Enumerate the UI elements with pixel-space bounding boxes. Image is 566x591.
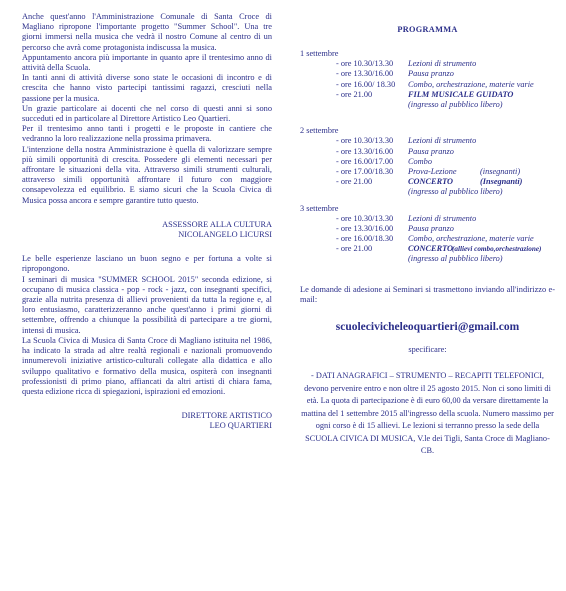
activity: Prova-Lezione (408, 166, 457, 176)
time: - ore 10.30/13.30 (336, 213, 394, 223)
intro-text (22, 12, 272, 206)
registration-details: - DATI ANAGRAFICI – STRUMENTO – RECAPITI TELEFONICI, devono pervenire entro e non oltre il 25 agosto 2015. Non ci sono limiti di età. La quota di partecipazione è di euro 60,00 da versare direttamente la mattina del 1 settembre 2015 all'ingresso della scuola. Numero massimo per ogni corso è di 15 allievi. Le lezioni si terranno presso la sede della SCUOLA CIVICA DI MUSICA, V.le dei Tigli, Santa Croce di Magliano-CB. (301, 371, 554, 456)
activity: Lezioni di strumento (408, 59, 477, 69)
school-text (22, 254, 272, 397)
day-note: (ingresso al pubblico libero) (408, 99, 503, 109)
schedule-row (300, 157, 555, 167)
schedule-row (300, 80, 555, 90)
time: - ore 16.00/17.00 (336, 156, 394, 166)
activity: Combo (408, 156, 432, 166)
specify-label: specificare: (408, 345, 447, 355)
time: - ore 13.30/16.00 (336, 69, 394, 79)
paragraph: Per il trentesimo anno tanti i progetti e le proposte in cantiere che vedranno la loro realizzazione nella prossima primavera. (22, 124, 272, 144)
time: - ore 21.00 (336, 177, 373, 187)
activity: Pausa pranzo (408, 223, 454, 233)
time: - ore 10.30/13.30 (336, 136, 394, 146)
activity: Lezioni di strumento (408, 136, 477, 146)
paragraph: L'intenzione della nostra Amministrazione è quella di valorizzare sempre più simili opportunità di crescita. Possedere gli elementi necessari per affrontare le situazioni della vita. Attraverso simili strumenti culturali, attraverso simili opportunità affrontare il futuro con maggiore consapevolezza ed equilibrio. E siamo sicuri che la Scuola Civica di Musica possa ancora e sempre garantire tutto questo. (22, 144, 272, 205)
activity: Pausa pranzo (408, 69, 454, 79)
paragraph: In tanti anni di attività diverse sono state le occasioni di incontro e di crescita che hanno visto partecipi tantissimi ragazzi, cresciuti nella passione per la musica. (22, 73, 272, 103)
signature-director (22, 411, 272, 431)
day-note: (ingresso al pubblico libero) (408, 254, 503, 264)
schedule-row (300, 244, 555, 254)
schedule-row (300, 69, 555, 79)
activity: Combo, orchestrazione, materie varie (408, 234, 534, 244)
left-column (22, 12, 272, 432)
activity: Combo, orchestrazione, materie varie (408, 79, 534, 89)
schedule-row (300, 59, 555, 69)
time: - ore 16.00/18.30 (336, 234, 394, 244)
apply-text: Le domande di adesione ai Seminari si trasmettono inviando all'indirizzo e-mail: (300, 284, 555, 304)
signature-name: NICOLANGELO LICURSI (178, 230, 272, 240)
activity-extra: (Insegnanti) (480, 177, 523, 187)
time: - ore 13.30/16.00 (336, 146, 394, 156)
time: - ore 17.00/18.30 (336, 166, 394, 176)
time: - ore 16.00/ 18.30 (336, 79, 396, 89)
day-label: 1 settembre (300, 49, 339, 58)
schedule-row (300, 147, 555, 157)
day-note: (ingresso al pubblico libero) (408, 187, 503, 197)
time: - ore 13.30/16.00 (336, 223, 394, 233)
day-label: 3 settembre (300, 203, 339, 213)
activity: Lezioni di strumento (408, 213, 477, 223)
activity-extra: (insegnanti) (480, 166, 521, 176)
signature-name: LEO QUARTIERI (209, 421, 272, 431)
contact-email: scuolecivicheleoquartieri@gmail.com (335, 321, 520, 334)
signature-role: DIRETTORE ARTISTICO (181, 411, 272, 421)
activity: FILM MUSICALE GUIDATO (408, 89, 514, 99)
paragraph: I seminari di musica "SUMMER SCHOOL 2015" seconda edizione, si occupano di musica classica - pop - rock - jazz, con insegnanti specifici, grazie alla nutrita presenza di allievi provenienti da tutta la regione e, al loro entusiasmo, caratterizzeranno anche quest'anno i primi giorni di settembre, offrendo a chiunque la possibilità di partecipare a tre giorni, intensi di musica. (22, 274, 272, 335)
day-block (300, 126, 555, 197)
paragraph: La Scuola Civica di Musica di Santa Croce di Magliano istituita nel 1986, ha indicato la strada ad altre realtà regionali e nazionali promuovendo innumerevoli iniziative artistico-culturali collegate alla didattica e allo sviluppo qualitativo e formativo della musica, ospiterà con insegnanti professionisti di primo piano, affiancati da altri artisti di chiara fama, questa edizione ricca di spiegazioni, ispirazioni ed emozioni. (22, 335, 272, 396)
time: - ore 21.00 (336, 244, 373, 254)
activity-extra: (allievi combo,orchestrazione) (452, 245, 542, 254)
right-column (300, 0, 555, 458)
schedule-row (300, 167, 555, 177)
activity: CONCERTO (408, 244, 454, 254)
paragraph: Un grazie particolare ai docenti che nel corso di questi anni si sono succeduti ed in particolare al Direttore Artistico Leo Quartieri. (22, 103, 272, 124)
day-block (300, 204, 555, 265)
activity: CONCERTO (408, 177, 454, 187)
signature-assessore (22, 220, 272, 240)
schedule-row (300, 177, 555, 187)
signature-role: ASSESSORE ALLA CULTURA (162, 219, 272, 229)
activity: Pausa pranzo (408, 146, 454, 156)
schedule-row (300, 234, 555, 244)
paragraph: Le belle esperienze lasciano un buon segno e per fortuna a volte si ripropongono. (22, 254, 272, 274)
program-title: PROGRAMMA (397, 25, 458, 34)
schedule-row (300, 90, 555, 100)
schedule-row (300, 214, 555, 224)
paragraph: Anche quest'anno l'Amministrazione Comunale di Santa Croce di Magliano ripropone l'importante progetto "Summer School". Una tre giorni immersi nella musica che vedrà il nostro Comune al centro di un percorso che avrà come protagonista indiscussa la musica. (22, 12, 272, 52)
time: - ore 10.30/13.30 (336, 59, 394, 69)
time: - ore 21.00 (336, 89, 373, 99)
schedule-row (300, 224, 555, 234)
paragraph: Appuntamento ancora più importante in quanto apre il trentesimo anno di attività della Scuola. (22, 52, 272, 73)
schedule-row (300, 136, 555, 146)
day-label: 2 settembre (300, 126, 339, 136)
day-block (300, 49, 555, 110)
